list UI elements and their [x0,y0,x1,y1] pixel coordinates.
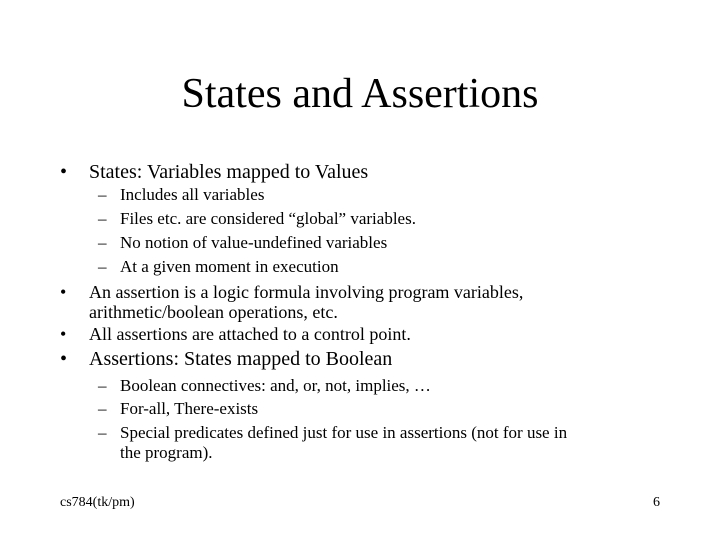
subitem-continuation: the program). [120,443,213,462]
dash-marker: – [98,399,107,418]
dash-marker: – [98,185,107,204]
bullet-text-continuation: arithmetic/boolean operations, etc. [89,302,338,322]
slide-title: States and Assertions [181,71,539,117]
subitem: No notion of value-undefined variables [120,233,388,252]
dash-marker: – [98,376,107,395]
dash-marker: – [98,257,107,276]
bullet-text: All assertions are attached to a control point. [89,324,411,344]
page-number: 6 [653,495,660,510]
bullet-marker: • [60,348,68,370]
subitem: Special predicates defined just for use in assertions (not for use in [120,423,568,442]
subitem: Includes all variables [120,185,265,204]
bullet-marker: • [60,282,67,302]
footer-course-label: cs784(tk/pm) [60,495,135,510]
bullet-text: An assertion is a logic formula involving program variables, [89,282,524,302]
dash-marker: – [98,423,107,442]
dash-marker: – [98,233,107,252]
subitem: Boolean connectives: and, or, not, implies, … [120,376,431,395]
section-heading-states: States: Variables mapped to Values [89,161,369,183]
subitem: For-all, There-exists [120,399,259,418]
section-heading-assertions: Assertions: States mapped to Boolean [89,348,393,370]
bullet-marker: • [60,324,67,344]
dash-marker: – [98,209,107,228]
subitem: At a given moment in execution [120,257,339,276]
bullet-marker: • [60,161,68,183]
subitem: Files etc. are considered “global” variables. [120,209,416,228]
